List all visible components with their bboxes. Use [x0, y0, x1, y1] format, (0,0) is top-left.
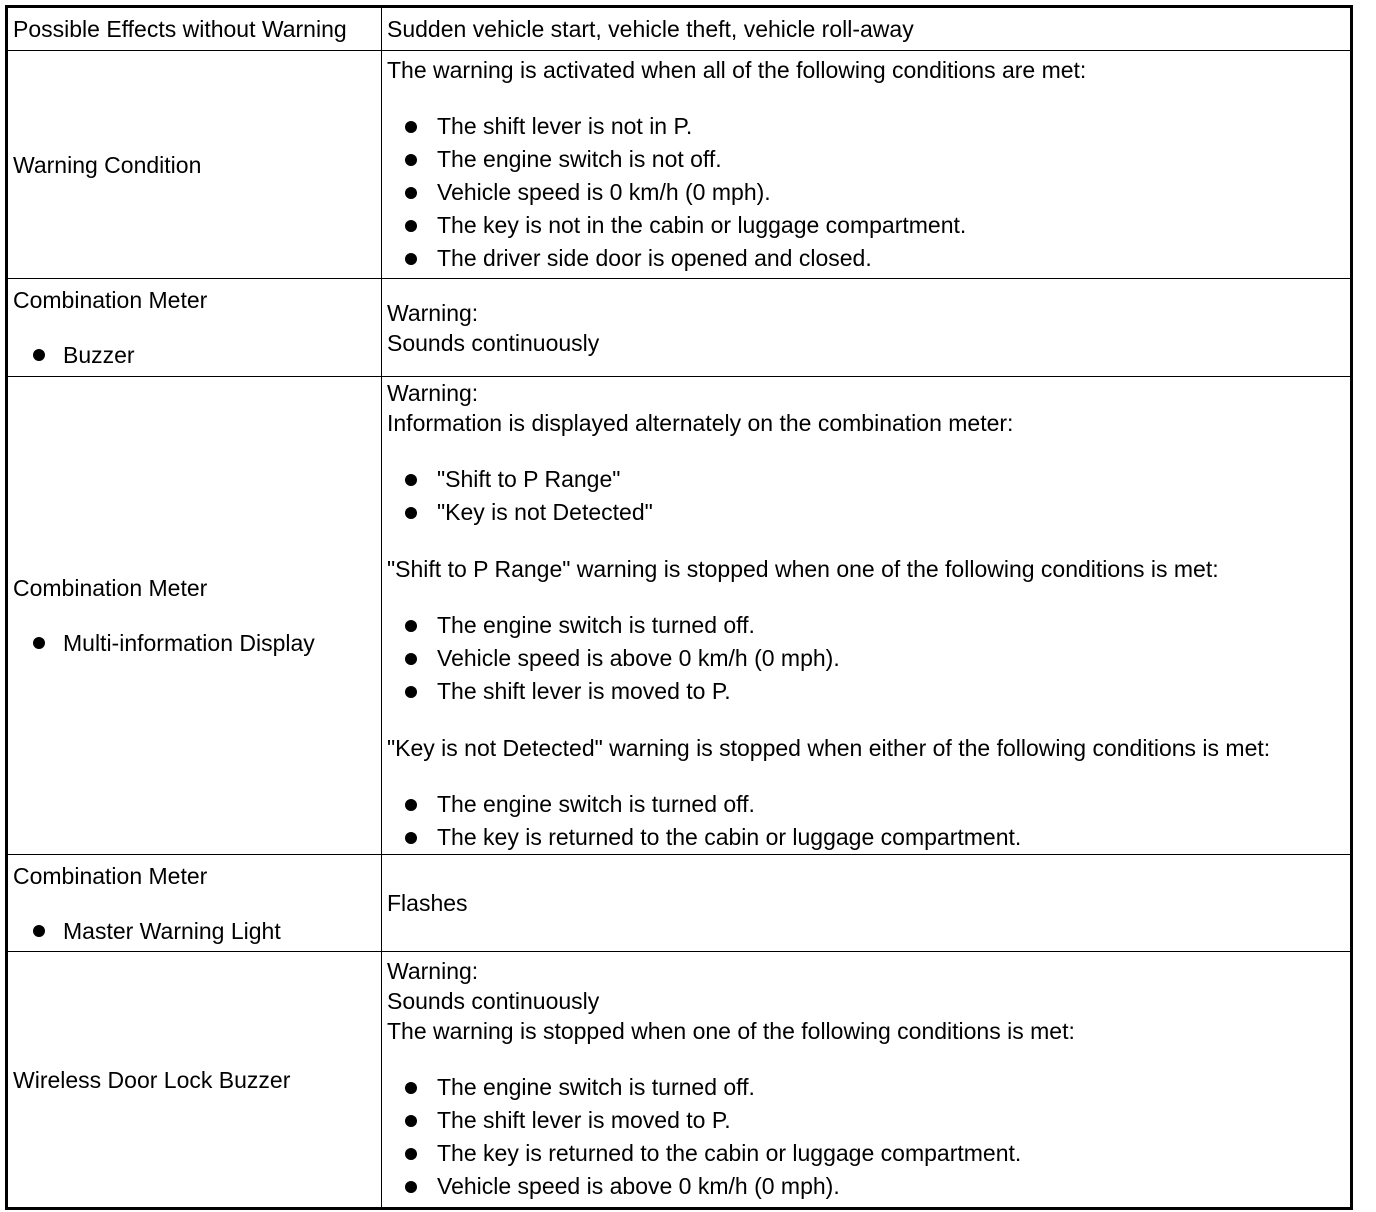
bullet-icon — [405, 799, 417, 811]
bullet-icon — [405, 1148, 417, 1160]
bullet-icon — [33, 637, 45, 649]
bullet-icon — [33, 349, 45, 361]
row-label: Possible Effects without Warning — [13, 16, 347, 42]
table-row — [8, 8, 1350, 50]
table-row — [8, 50, 1350, 278]
row-label-cell — [8, 8, 382, 50]
row-label-cell — [8, 377, 382, 854]
warning-text: Sounds continuously — [387, 329, 600, 356]
list-item: Vehicle speed is 0 km/h (0 mph). — [387, 176, 1350, 209]
bullet-icon — [405, 686, 417, 698]
warning-text: Information is displayed alternately on the combination meter: — [387, 409, 1014, 436]
list-item: The driver side door is opened and closed. — [387, 242, 1350, 275]
list-item: "Shift to P Range" — [387, 463, 1350, 496]
row-label-cell — [8, 855, 382, 951]
table-row — [8, 854, 1350, 951]
list-item: "Key is not Detected" — [387, 496, 1350, 529]
list-item: The engine switch is turned off. — [387, 1071, 1350, 1104]
row-value-cell — [382, 51, 1350, 278]
stop-condition-list — [387, 1071, 1350, 1203]
row-value: Sudden vehicle start, vehicle theft, vehicle roll-away — [387, 16, 914, 42]
table-row — [8, 376, 1350, 854]
list-item: The key is not in the cabin or luggage compartment. — [387, 209, 1350, 242]
bullet-icon — [405, 154, 417, 166]
bullet-icon — [405, 253, 417, 265]
stop-condition-list — [387, 609, 1350, 708]
list-item — [13, 628, 381, 658]
bullet-icon — [405, 1115, 417, 1127]
warning-label: Warning: — [387, 299, 479, 326]
list-item: The shift lever is moved to P. — [387, 1104, 1350, 1137]
table-row — [8, 278, 1350, 376]
bullet-icon — [405, 507, 417, 519]
warning-label: Warning: — [387, 958, 479, 984]
message-list — [387, 463, 1350, 529]
condition-intro: The warning is activated when all of the following conditions are met: — [387, 56, 1087, 83]
row-value: Flashes — [387, 890, 468, 916]
bullet-icon — [405, 474, 417, 486]
bullet-icon — [33, 925, 45, 937]
bullet-icon — [405, 121, 417, 133]
stop-condition-text: "Shift to P Range" warning is stopped when one of the following conditions is met: — [387, 555, 1219, 582]
row-label-cell — [8, 952, 382, 1207]
list-item: Vehicle speed is above 0 km/h (0 mph). — [387, 642, 1350, 675]
row-value-cell — [382, 952, 1350, 1207]
row-value-cell — [382, 377, 1350, 854]
row-label-item: Multi-information Display — [63, 630, 315, 656]
warning-spec-table — [5, 5, 1353, 1210]
row-value-cell — [382, 855, 1350, 951]
list-item: The shift lever is not in P. — [387, 110, 1350, 143]
table-row — [8, 951, 1350, 1207]
stop-condition-text: The warning is stopped when one of the following conditions is met: — [387, 1018, 1075, 1044]
row-label: Wireless Door Lock Buzzer — [13, 1066, 291, 1093]
row-label-cell — [8, 51, 382, 278]
bullet-icon — [405, 653, 417, 665]
stop-condition-text: "Key is not Detected" warning is stopped when either of the following conditions is met: — [387, 734, 1271, 761]
bullet-icon — [405, 620, 417, 632]
bullet-icon — [405, 187, 417, 199]
warning-text: Sounds continuously — [387, 988, 600, 1014]
row-value-cell — [382, 279, 1350, 376]
list-item — [13, 340, 381, 370]
row-label-title: Combination Meter — [13, 287, 208, 313]
list-item: The key is returned to the cabin or luggage compartment. — [387, 821, 1350, 854]
row-label-cell — [8, 279, 382, 376]
bullet-icon — [405, 832, 417, 844]
list-item: The engine switch is not off. — [387, 143, 1350, 176]
list-item: Vehicle speed is above 0 km/h (0 mph). — [387, 1170, 1350, 1203]
list-item: The shift lever is moved to P. — [387, 675, 1350, 708]
warning-label: Warning: — [387, 379, 479, 406]
row-label-item: Buzzer — [63, 342, 135, 368]
list-item: The engine switch is turned off. — [387, 609, 1350, 642]
row-value-cell — [382, 8, 1350, 50]
list-item — [13, 916, 381, 946]
list-item: The engine switch is turned off. — [387, 788, 1350, 821]
row-label-title: Combination Meter — [13, 862, 208, 889]
row-label-item: Master Warning Light — [63, 917, 281, 944]
row-label: Warning Condition — [13, 151, 202, 178]
condition-list — [387, 110, 1350, 275]
bullet-icon — [405, 220, 417, 232]
bullet-icon — [405, 1082, 417, 1094]
row-label-title: Combination Meter — [13, 575, 208, 601]
bullet-icon — [405, 1181, 417, 1193]
stop-condition-list — [387, 788, 1350, 854]
list-item: The key is returned to the cabin or luggage compartment. — [387, 1137, 1350, 1170]
